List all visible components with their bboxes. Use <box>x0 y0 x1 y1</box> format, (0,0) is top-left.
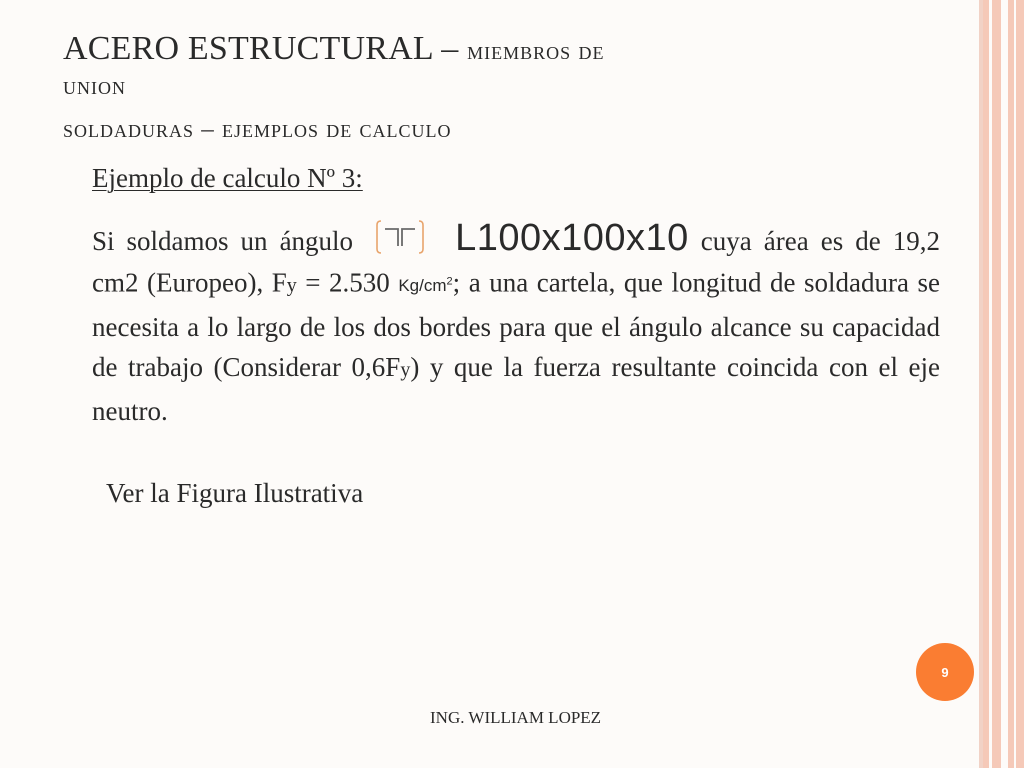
stripe <box>979 0 983 768</box>
page-number-badge <box>916 643 974 701</box>
stripe <box>1014 0 1016 768</box>
double-angle-section-icon <box>375 219 425 255</box>
profile-designation: L100x100x10 <box>455 217 689 259</box>
title-dash: – <box>432 30 468 67</box>
example-heading: Ejemplo de calculo Nº 3: <box>92 163 363 193</box>
text-segment: Si soldamos un ángulo <box>92 226 354 256</box>
problem-statement <box>92 218 940 431</box>
title-line-1 <box>63 28 843 72</box>
unit-label <box>398 276 452 295</box>
unit-exponent: 2 <box>446 275 453 288</box>
stripe <box>1001 0 1008 768</box>
text-segment: = 2.530 <box>296 267 399 298</box>
decorative-side-stripes <box>979 0 1024 768</box>
unit-base: Kg/cm <box>398 276 447 296</box>
title-tail-1: miembros de <box>467 38 605 65</box>
subscript-y: y <box>400 359 411 382</box>
page-number: 9 <box>941 664 949 680</box>
slide-title <box>63 28 843 155</box>
title-tail-2: union <box>63 73 126 100</box>
title-main: ACERO ESTRUCTURAL <box>63 30 433 67</box>
footer-author: ING. WILLIAM LOPEZ <box>430 708 602 727</box>
text-segment: ) y que la fuerza resultante coincida con el eje neutro. <box>92 352 941 426</box>
text-segment: cuya área es de 19,2 cm2 (Europeo), F <box>92 226 940 298</box>
subscript-y: y <box>286 274 297 297</box>
figure-reference: Ver la Figura Ilustrativa <box>106 478 364 508</box>
text-segment: ; a una cartela, que longitud de soldadura se necesita a lo largo de los dos bordes para que el ángulo alcance su capacidad de trabajo (Considerar 0,6F <box>92 267 940 383</box>
stripe <box>989 0 992 768</box>
slide-subtitle: soldaduras – ejemplos de calculo <box>63 116 452 143</box>
